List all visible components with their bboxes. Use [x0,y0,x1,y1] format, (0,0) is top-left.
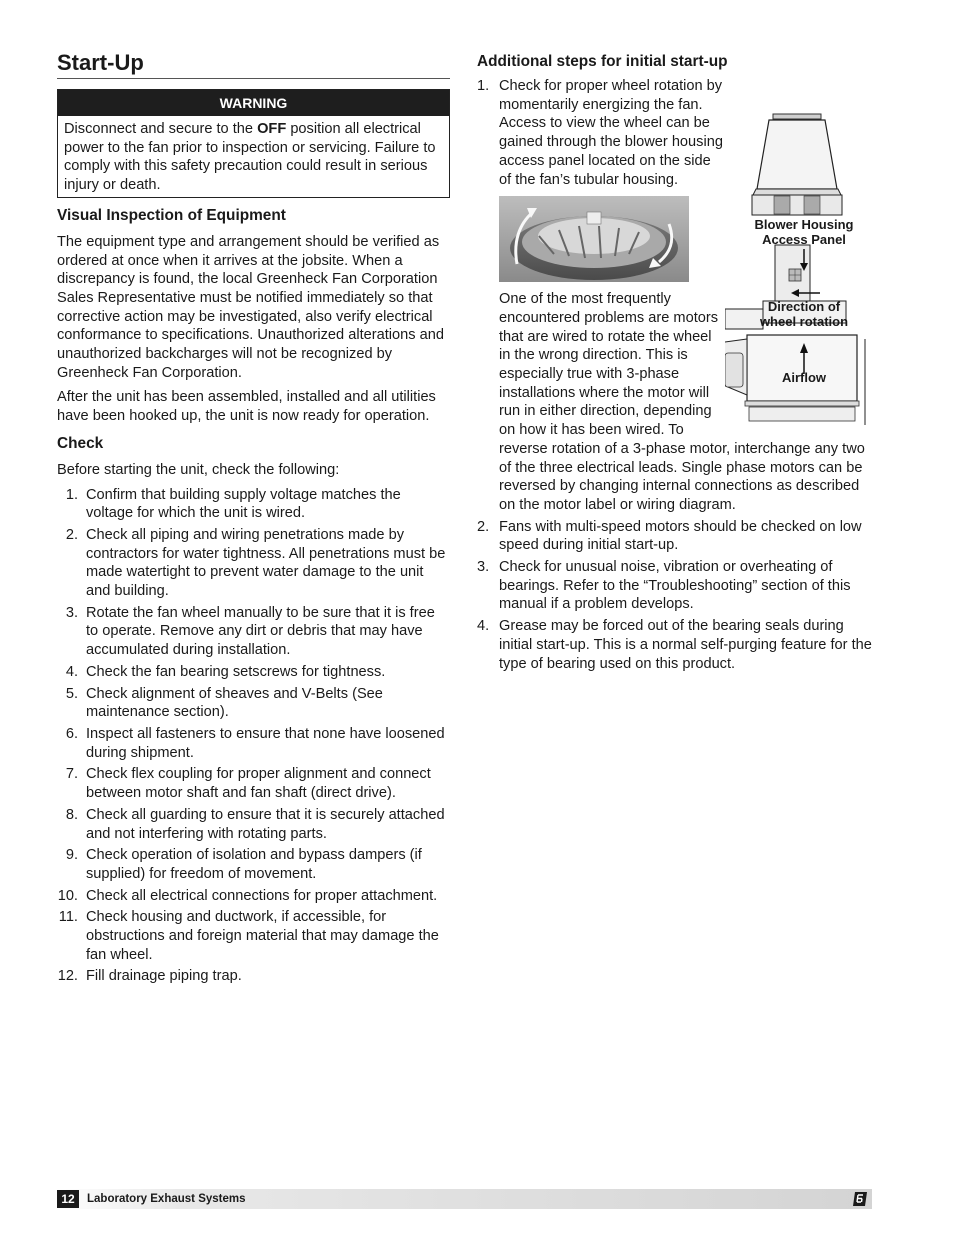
check-item [57,725,450,762]
warning-text-bold: OFF [257,121,287,137]
check-item-text: Check all guarding to ensure that it is securely attached and not interfering with rotating parts. [86,806,445,842]
check-item [57,967,450,986]
check-item [57,685,450,722]
additional-step-number: 4. [477,618,490,635]
check-item-number: 3. [65,604,78,621]
label-airflow: Airflow [781,370,827,385]
label-rotation [733,299,875,329]
greenheck-logo-icon [852,1191,868,1207]
check-list [57,486,450,987]
additional-step-item [477,518,872,555]
check-item [57,806,450,843]
check-item [57,486,450,523]
left-column [57,50,450,989]
check-item-text: Fill drainage piping trap. [86,968,242,985]
check-item-number: 12. [57,968,78,985]
check-item-number: 1. [65,486,78,503]
additional-step-item [477,617,872,673]
page-title: Start-Up [57,50,450,79]
warning-heading: WARNING [58,90,449,116]
label-blower-panel-line2: Access Panel [762,232,846,247]
page-footer [57,1189,872,1209]
additional-steps-heading: Additional steps for initial start-up [477,53,728,70]
check-item-number: 9. [65,847,78,864]
check-item-text: Check operation of isolation and bypass dampers (if supplied) for freedom of movement. [86,847,422,882]
check-item-number: 6. [65,725,78,742]
visual-inspection-paragraph-2: After the unit has been assembled, installed and all utilities have been hooked up, the unit is now ready for operation. [57,389,436,425]
check-item [57,887,450,906]
check-item [57,663,450,682]
warning-box [57,89,450,198]
check-item [57,604,450,660]
check-item-text: Confirm that building supply voltage matches the voltage for which the unit is wired. [86,486,401,522]
warning-text [58,116,449,197]
fan-wheel-photo [499,196,689,282]
check-item-text: Check alignment of sheaves and V-Belts (See maintenance section). [86,685,383,721]
visual-inspection-paragraph-1: The equipment type and arrangement should be verified as ordered at once when it arrives at the jobsite. When a discrepancy is found, the local Greenheck Fan Corporation Sales Representative must be notified immediately so that corrective action may be investigated, also verify electrical conformance to specifications. Unauthorized alterations and unauthorized backcharges will not be recognized by Greenheck Fan Corporation. [57,233,444,381]
check-item [57,846,450,883]
warning-text-post: position all electrical power to the fan prior to inspection or servicing. Failure to comply with this safety precaution could result in serious injury or death. [64,121,436,194]
additional-step-text: Fans with multi-speed motors should be checked on low speed during initial start-up. [499,518,862,554]
visual-inspection-heading: Visual Inspection of Equipment [57,206,286,224]
check-item-text: Rotate the fan wheel manually to be sure that it is free to operate. Remove any dirt or debris that may have accumulated during installation. [86,604,435,659]
additional-step-number: 1. [477,78,490,94]
check-item-number: 8. [65,806,78,823]
right-column [477,52,872,676]
check-item-text: Inspect all fasteners to ensure that none have loosened during shipment. [86,725,445,761]
additional-step-text: Check for unusual noise, vibration or overheating of bearings. Refer to the “Troubleshooting” section of this manual if a problem develops. [499,559,851,613]
check-item-text: Check all piping and wiring penetrations made by contractors for water tightness. All penetrations must be made watertight to prevent water damage to the unit and building. [86,526,446,600]
additional-step-text: Grease may be forced out of the bearing seals during initial start-up. This is a normal self-purging feature for the type of bearing used on this product. [499,618,872,672]
check-item-number: 2. [65,526,78,543]
check-heading: Check [57,434,104,452]
footer-title: Laboratory Exhaust Systems [87,1193,246,1205]
fan-diagram [725,77,880,425]
check-item-number: 4. [65,663,78,680]
check-item-text: Check all electrical connections for proper attachment. [86,887,438,904]
label-blower-panel [733,217,875,247]
additional-step-number: 2. [477,518,490,535]
check-item-text: Check housing and ductwork, if accessible, for obstructions and foreign material that may damage the fan wheel. [86,909,439,963]
additional-step-text-a: Check for proper wheel rotation by momentarily energizing the fan. Access to view the wheel can be gained through the blower housing access panel located on the side of the fan’s tubular housing. [499,78,723,188]
check-item-number: 7. [65,766,78,783]
additional-steps-list [477,77,872,673]
label-rotation-line2: wheel rotation [759,314,849,329]
label-rotation-line1: Direction of [767,299,841,314]
additional-step-number: 3. [477,559,490,576]
check-item [57,765,450,802]
label-blower-panel-line1: Blower Housing [754,217,854,232]
check-intro: Before starting the unit, check the following: [57,461,340,478]
page-number: 12 [57,1190,79,1208]
check-item-number: 11. [58,909,78,926]
check-item-text: Check flex coupling for proper alignment and connect between motor shaft and fan shaft (direct drive). [86,766,431,802]
check-item-number: 5. [65,685,78,702]
check-item [57,908,450,964]
check-item-number: 10. [57,887,78,904]
additional-step-item [477,77,872,515]
additional-step-text-b: One of the most frequently encountered problems are motors that are wired to rotate the wheel in the wrong direction. This is especially true with 3-phase installations where the motor will run in either direction, depending on how it has been wired. To reverse rotation of a 3-phase motor, interchange any two of the three electrical leads. Single phase motors can be reversed by changing internal connections as described on the motor label or wiring diagram. [499,291,865,513]
additional-step-item [477,558,872,614]
warning-text-pre: Disconnect and secure to the [64,121,258,137]
check-item [57,526,450,601]
check-item-text: Check the fan bearing setscrews for tightness. [86,663,386,680]
